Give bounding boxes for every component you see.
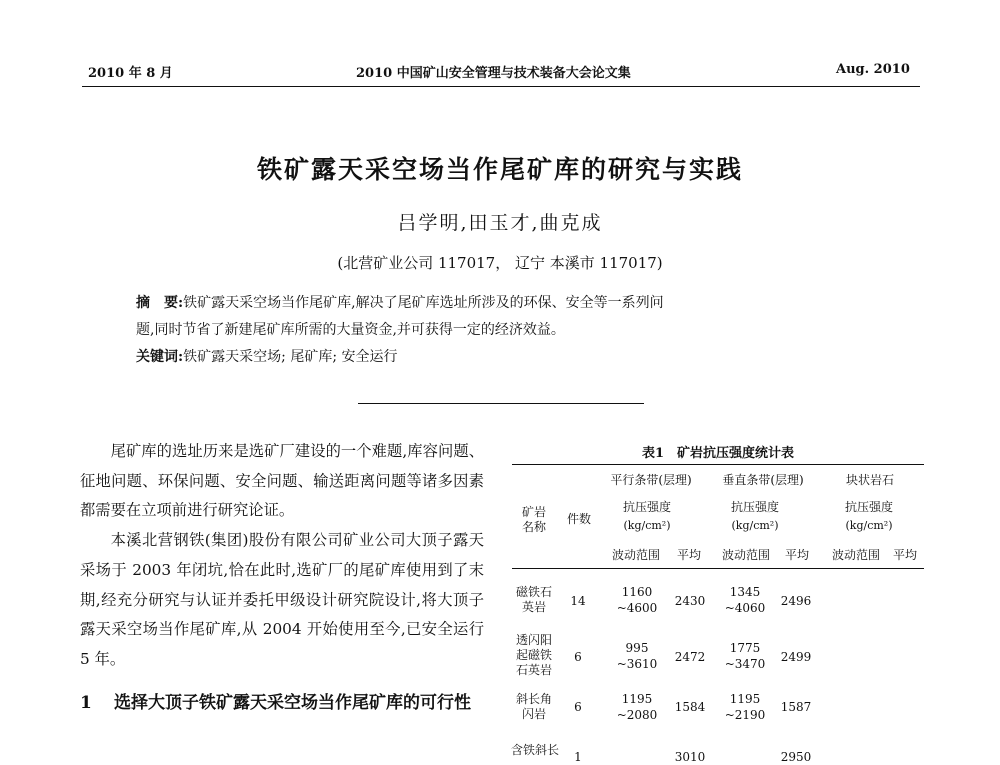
row-parallel-range-low: 1195	[621, 692, 653, 706]
row-vertical-avg: 2499	[780, 650, 812, 664]
unit-massive: (kg/cm²)	[845, 519, 893, 532]
strength-label-massive: 抗压强度	[844, 500, 893, 514]
section-title: 选择大顶子铁矿露天采空场当作尾矿库的可行性	[114, 693, 471, 713]
row-vertical-range-high: ~4060	[724, 601, 766, 615]
row-parallel-range-low: 995	[625, 641, 649, 655]
abstract-line-1	[136, 290, 856, 317]
sub-header-range-2: 波动范围	[721, 548, 770, 562]
paper-title: 铁矿露天采空场当作尾矿库的研究与实践	[256, 155, 743, 184]
strength-label-parallel: 抗压强度	[622, 500, 671, 514]
paper-authors: 吕学明,田玉才,曲克成	[397, 212, 603, 234]
row-vertical-avg: 2950	[780, 750, 812, 764]
row-parallel-avg: 2430	[674, 594, 706, 608]
row-parallel-avg: 3010	[674, 750, 706, 764]
row-rock-name: 斜长角闪岩	[516, 692, 553, 721]
header-rule	[82, 86, 920, 87]
group-header-massive: 块状岩石	[845, 473, 894, 487]
keywords-label: 关键词:	[136, 349, 184, 365]
header-date-en: Aug. 2010	[836, 62, 910, 77]
row-count: 6	[574, 650, 582, 664]
sub-header-range-1: 波动范围	[611, 548, 660, 562]
paper-affiliation: (北营矿业公司 117017， 辽宁 本溪市 117017)	[337, 254, 663, 272]
col-header-count: 件数	[566, 512, 591, 526]
row-rock-name: 透闪阳起磁铁石英岩	[516, 633, 553, 677]
row-parallel-avg: 2472	[674, 650, 706, 664]
row-count: 14	[570, 594, 586, 608]
abstract-block	[136, 290, 856, 371]
sub-header-avg-1: 平均	[676, 548, 701, 562]
unit-vertical: (kg/cm²)	[731, 519, 779, 532]
row-vertical-avg: 2496	[780, 594, 812, 608]
row-count: 6	[574, 700, 582, 714]
header-date: 2010 年 8 月	[88, 66, 173, 81]
keywords-text: 铁矿露天采空场; 尾矿库; 安全运行	[183, 349, 398, 365]
col-header-rock-name: 矿岩名称	[521, 505, 546, 534]
row-vertical-range-low: 1775	[729, 641, 761, 655]
row-rock-name: 磁铁石英岩	[516, 585, 553, 614]
row-parallel-range-high: ~2080	[616, 708, 658, 722]
row-rock-name: 含铁斜长	[510, 743, 559, 757]
row-parallel-range-high: ~4600	[616, 601, 658, 615]
row-vertical-range-high: ~2190	[724, 708, 766, 722]
row-vertical-range-high: ~3470	[724, 657, 766, 671]
body-paragraph-2: 本溪北营钢铁(集团)股份有限公司矿业公司大顶子露天采场于 2003 年闭坑,恰在此时,选矿厂的尾矿库使用到了末期,经充分研究与认证并委托甲级设计研究院设计,将大顶子露天采空场当作尾矿库,从 2004 开始使用至今,已安全运行 5 年。	[80, 531, 484, 668]
keywords-line	[136, 344, 856, 371]
abstract-separator	[358, 403, 644, 404]
section-number: 1	[80, 693, 92, 713]
sub-header-range-3: 波动范围	[831, 548, 880, 562]
unit-parallel: (kg/cm²)	[623, 519, 671, 532]
strength-label-vertical: 抗压强度	[730, 500, 779, 514]
table-caption: 表1 矿岩抗压强度统计表	[641, 446, 795, 461]
row-parallel-avg: 1584	[674, 700, 706, 714]
table-top-rule	[512, 464, 924, 465]
row-parallel-range-high: ~3610	[616, 657, 658, 671]
group-header-vertical: 垂直条带(层理)	[722, 473, 804, 487]
abstract-line-2: 题,同时节省了新建尾矿库所需的大量资金,并可获得一定的经济效益。	[136, 322, 565, 338]
abstract-text-1: 铁矿露天采空场当作尾矿库,解决了尾矿库选址所涉及的环保、安全等一系列问	[183, 295, 664, 311]
body-paragraph-1: 尾矿库的选址历来是选矿厂建设的一个难题,库容问题、征地问题、环保问题、安全问题、输送距离问题等诸多因素都需要在立项前进行研究论证。	[80, 442, 484, 520]
section-heading-1	[80, 688, 484, 719]
group-header-parallel: 平行条带(层理)	[610, 473, 692, 487]
header-proceedings-title: 2010 中国矿山安全管理与技术装备大会论文集	[356, 66, 631, 81]
row-vertical-avg: 1587	[780, 700, 812, 714]
row-vertical-range-low: 1195	[729, 692, 761, 706]
sub-header-avg-2: 平均	[784, 548, 809, 562]
abstract-label: 摘 要:	[136, 295, 184, 311]
row-vertical-range-low: 1345	[729, 585, 761, 599]
row-parallel-range-low: 1160	[621, 585, 653, 599]
table-header-rule	[512, 568, 924, 569]
body-column-left	[80, 437, 484, 675]
row-count: 1	[574, 750, 582, 764]
sub-header-avg-3: 平均	[892, 548, 917, 562]
